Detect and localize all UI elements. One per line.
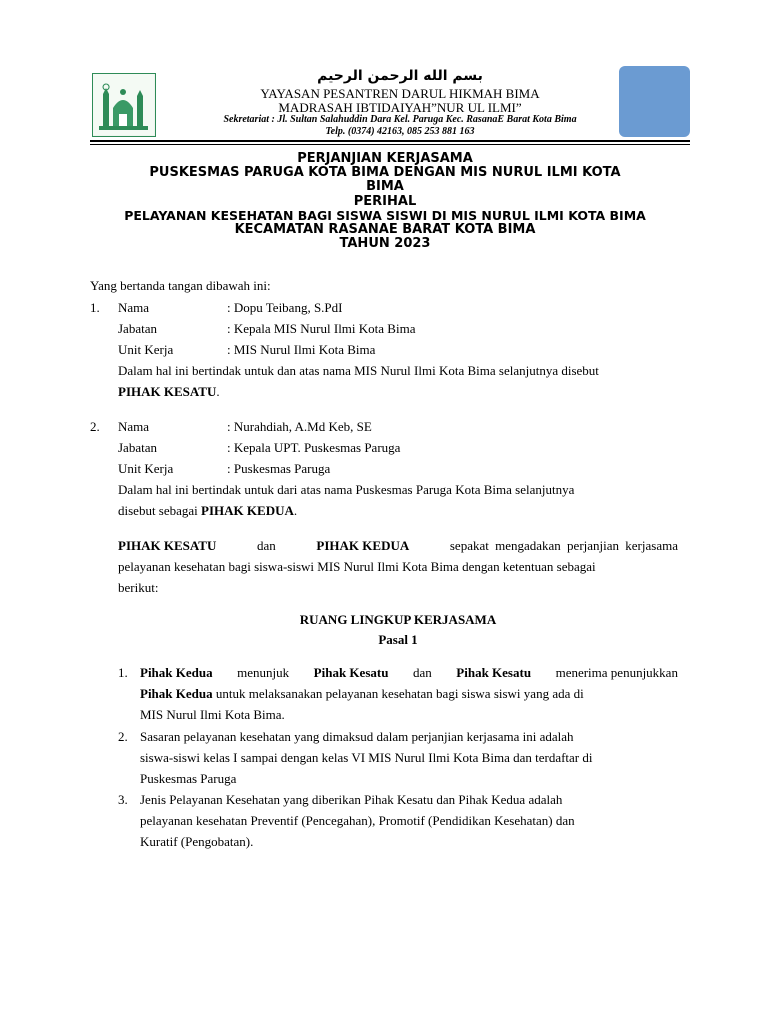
bismillah-text: بسم الله الرحمن الرحيم [317, 68, 483, 84]
party2-unit-label: Unit Kerja [118, 461, 174, 476]
item2-line-2: siswa-siswi kelas I sampai dengan kelas VI MIS Nurul Ilmi Kota Bima dan terdaftar di [140, 750, 593, 765]
party2-designation: disebut sebagai PIHAK KEDUA. [118, 503, 298, 518]
party2-description: Dalam hal ini bertindak untuk dari atas nama Puskesmas Paruga Kota Bima selanjutnya [118, 482, 575, 497]
item2-number: 2. [118, 729, 128, 744]
party1-description: Dalam hal ini bertindak untuk dan atas nama MIS Nurul Ilmi Kota Bima selanjutnya disebut [118, 363, 599, 378]
header-divider-thick [90, 140, 690, 142]
agreement-line-1: PIHAK KESATU dan PIHAK KEDUA sepakat mengadakan perjanjian kerjasama [118, 538, 678, 553]
title-line-6: KECAMATAN RASANAE BARAT KOTA BIMA [234, 222, 536, 237]
item1-line-3: MIS Nurul Ilmi Kota Bima. [140, 707, 285, 722]
title-line-7: TAHUN 2023 [339, 236, 431, 251]
party1-jabatan-label: Jabatan [118, 321, 157, 336]
party1-jabatan-value: : Kepala MIS Nurul Ilmi Kota Bima [227, 321, 416, 336]
party2-jabatan-label: Jabatan [118, 440, 157, 455]
party1-nama-value: : Dopu Teibang, S.PdI [227, 300, 343, 315]
title-line-4: PERIHAL [353, 194, 417, 209]
item1-line-2: Pihak Kedua untuk melaksanakan pelayanan kesehatan bagi siswa siswi yang ada di [140, 686, 584, 701]
item3-line-3: Kuratif (Pengobatan). [140, 834, 254, 849]
party2-number: 2. [90, 419, 100, 434]
party2-jabatan-value: : Kepala UPT. Puskesmas Paruga [227, 440, 401, 455]
school-name: MADRASAH IBTIDAIYAH”NUR UL ILMI” [278, 100, 522, 115]
item3-line-1: Jenis Pelayanan Kesehatan yang diberikan Pihak Kesatu dan Pihak Kedua adalah [140, 792, 563, 807]
title-line-2: PUSKESMAS PARUGA KOTA BIMA DENGAN MIS NURUL ILMI KOTA [149, 165, 621, 180]
party1-designation: PIHAK KESATU. [118, 384, 220, 399]
party1-nama-label: Nama [118, 300, 150, 315]
item2-line-1: Sasaran pelayanan kesehatan yang dimaksud dalam perjanjian kerjasama ini adalah [140, 729, 574, 744]
party2-nama-label: Nama [118, 419, 150, 434]
item1-number: 1. [118, 665, 128, 680]
agreement-line-3: berikut: [118, 580, 159, 595]
foundation-name: YAYASAN PESANTREN DARUL HIKMAH BIMA [260, 86, 540, 101]
header-divider-thin [90, 144, 690, 145]
title-line-3: BIMA [366, 179, 404, 194]
pasal-heading: Pasal 1 [378, 632, 418, 647]
intro-text: Yang bertanda tangan dibawah ini: [90, 278, 271, 293]
party1-unit-label: Unit Kerja [118, 342, 174, 357]
mosque-logo-icon [92, 73, 156, 137]
party2-unit-value: : Puskesmas Paruga [227, 461, 331, 476]
item2-line-3: Puskesmas Paruga [140, 771, 237, 786]
phone-line: Telp. (0374) 42163, 085 253 881 163 [325, 126, 475, 137]
address-line: Sekretariat : Jl. Sultan Salahuddin Dara Kel. Paruga Kec. RasanaE Barat Kota Bima [223, 114, 577, 125]
item1-line-1: Pihak Kedua menunjuk Pihak Kesatu dan Pihak Kesatu menerima penunjukkan [140, 665, 678, 680]
title-line-1: PERJANJIAN KERJASAMA [297, 151, 473, 166]
agreement-line-2: pelayanan kesehatan bagi siswa-siswi MIS Nurul Ilmi Kota Bima dengan ketentuan sebagai [118, 559, 596, 574]
title-line-5: PELAYANAN KESEHATAN BAGI SISWA SISWI DI MIS NURUL ILMI KOTA BIMA [124, 208, 646, 223]
item3-line-2: pelayanan kesehatan Preventif (Pencegahan), Promotif (Pendidikan Kesehatan) dan [140, 813, 575, 828]
section-heading: RUANG LINGKUP KERJASAMA [299, 612, 497, 627]
party2-nama-value: : Nurahdiah, A.Md Keb, SE [227, 419, 372, 434]
party1-unit-value: : MIS Nurul Ilmi Kota Bima [227, 342, 376, 357]
party1-number: 1. [90, 300, 100, 315]
item3-number: 3. [118, 792, 128, 807]
